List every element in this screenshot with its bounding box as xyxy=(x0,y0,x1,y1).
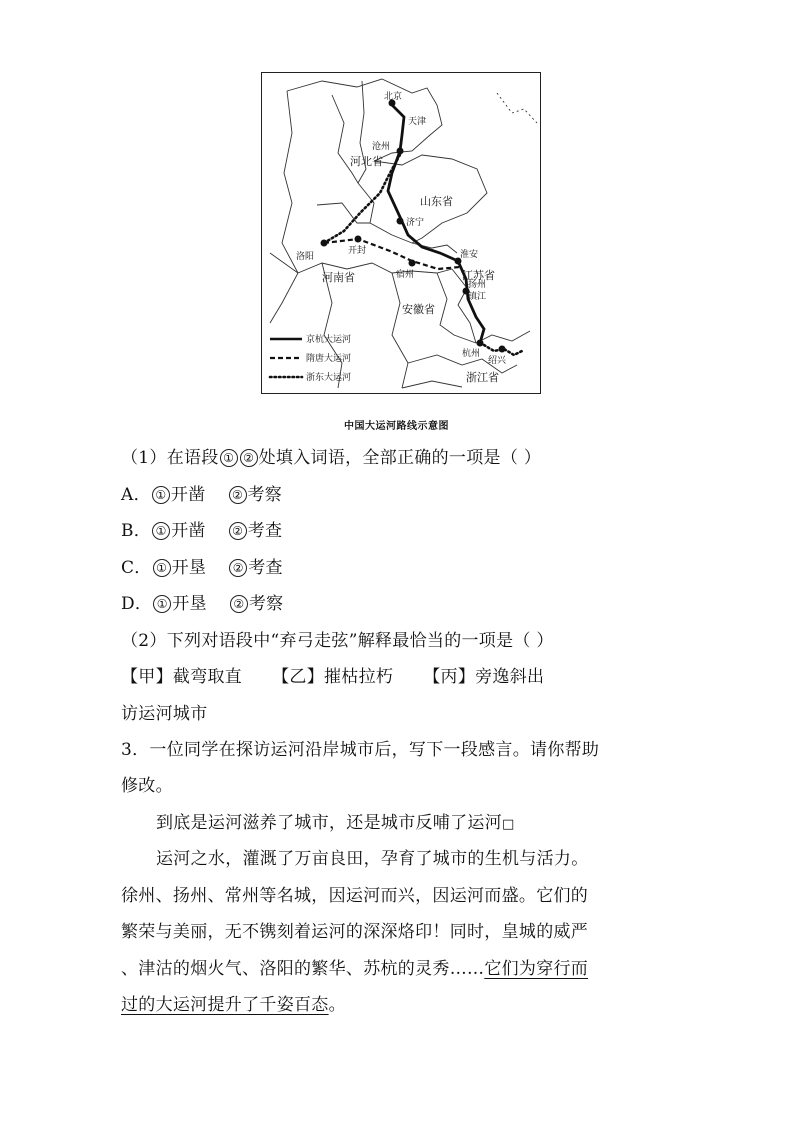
q1-option-d[interactable] xyxy=(121,594,283,614)
option-mark-2: ② xyxy=(229,486,247,504)
q1-option-c[interactable] xyxy=(121,558,283,578)
option-word-1: 开凿 xyxy=(170,485,206,505)
option-word-2: 考查 xyxy=(248,558,283,578)
q3-p2-line-3: 繁荣与美丽，无不镌刻着运河的深深烙印！同时，皇城的威严 xyxy=(121,922,589,942)
map-label-jining: 济宁 xyxy=(406,218,425,228)
map-label-anhui: 安徽省 xyxy=(402,303,435,316)
q2-stem: （2）下列对语段中“弃弓走弦”解释最恰当的一项是（ ） xyxy=(121,631,554,651)
option-letter: C． xyxy=(121,558,152,578)
q1-mark-2: ② xyxy=(240,449,258,467)
q3-p2-line-4-text: 、津沽的烟火气、洛阳的繁华、苏杭的灵秀…… xyxy=(121,959,485,979)
option-mark-2: ② xyxy=(229,559,247,577)
legend-zhedong: 浙东大运河 xyxy=(306,373,352,383)
map-label-suzhou: 宿州 xyxy=(396,270,415,280)
q3-p2-line-4 xyxy=(121,959,588,979)
q2-choice-jia[interactable]: 【甲】截弯取直 xyxy=(121,667,243,687)
q3-blank-box[interactable]: □ xyxy=(502,817,515,832)
q3-period: 。 xyxy=(328,995,346,1015)
option-mark-1: ① xyxy=(152,522,170,540)
map-label-hangzhou: 杭州 xyxy=(462,349,481,359)
map-label-luoyang: 洛阳 xyxy=(296,252,315,262)
option-word-2: 考察 xyxy=(247,485,283,505)
canal-route-map xyxy=(261,72,541,394)
q1-mark-1: ① xyxy=(220,449,238,467)
map-svg xyxy=(262,73,539,392)
option-word-1: 开垦 xyxy=(172,594,207,614)
map-label-cangzhou: 沧州 xyxy=(372,142,391,152)
map-label-tianjin: 天津 xyxy=(408,117,427,127)
map-label-henan: 河南省 xyxy=(322,271,355,284)
option-word-2: 考察 xyxy=(248,594,284,614)
q3-stem-line-2: 修改。 xyxy=(121,776,173,796)
q1-stem-b: 处填入词语，全部正确的一项是（ ） xyxy=(258,448,542,468)
legend-suitang: 隋唐大运河 xyxy=(306,354,352,364)
q3-paragraph-1 xyxy=(156,813,515,835)
q3-p2-line-1: 运河之水，灌溉了万亩良田，孕育了城市的生机与活力。 xyxy=(156,849,589,869)
map-label-kaifeng: 开封 xyxy=(348,246,367,256)
q3-underlined-sentence-part-2: 过的大运河提升了千姿百态 xyxy=(121,995,329,1015)
map-label-hebei: 河北省 xyxy=(350,155,383,168)
map-label-shandong: 山东省 xyxy=(420,195,453,208)
map-label-beijing: 北京 xyxy=(384,92,403,102)
map-label-zhejiang: 浙江省 xyxy=(466,371,499,384)
map-label-jiangsu: 江苏省 xyxy=(462,269,495,282)
q2-choice-bing[interactable]: 【丙】旁逸斜出 xyxy=(423,667,545,687)
option-word-1: 开垦 xyxy=(171,558,207,578)
legend-jinghang: 京杭大运河 xyxy=(306,335,352,345)
option-mark-1: ① xyxy=(153,559,171,577)
option-mark-2: ② xyxy=(229,522,247,540)
map-label-zhenjiang: 镇江 xyxy=(468,292,487,302)
q1-stem-a: （1）在语段 xyxy=(121,448,219,468)
q3-underlined-sentence-part-1: 它们为穿行而 xyxy=(484,959,589,979)
q1-stem xyxy=(121,448,541,468)
map-label-yangzhou: 扬州 xyxy=(468,280,487,290)
q2-choices xyxy=(121,667,544,687)
map-caption: 中国大运河路线示意图 xyxy=(344,421,449,432)
option-word-2: 考查 xyxy=(247,521,283,541)
map-label-shaoxing: 绍兴 xyxy=(488,356,507,366)
q2-choice-yi[interactable]: 【乙】摧枯拉朽 xyxy=(272,667,394,687)
map-legend xyxy=(270,333,351,383)
option-mark-1: ① xyxy=(152,486,170,504)
option-letter: D． xyxy=(121,594,153,614)
q3-paragraph-1-text: 到底是运河滋养了城市，还是城市反哺了运河 xyxy=(156,813,502,833)
q3-p2-line-2: 徐州、扬州、常州等名城，因运河而兴，因运河而盛。它们的 xyxy=(121,886,589,906)
option-mark-1: ① xyxy=(153,595,171,613)
q1-option-a[interactable] xyxy=(121,485,282,505)
q1-option-b[interactable] xyxy=(121,521,282,541)
option-letter: B． xyxy=(121,521,152,541)
option-word-1: 开凿 xyxy=(171,521,206,541)
q3-p2-line-5 xyxy=(121,995,346,1015)
option-mark-2: ② xyxy=(230,595,248,613)
section-title: 访运河城市 xyxy=(121,704,208,724)
map-label-huaian: 淮安 xyxy=(460,250,479,260)
option-letter: A． xyxy=(121,485,151,505)
q3-stem-line-1: 3．一位同学在探访运河沿岸城市后，写下一段感言。请你帮助 xyxy=(121,740,600,760)
